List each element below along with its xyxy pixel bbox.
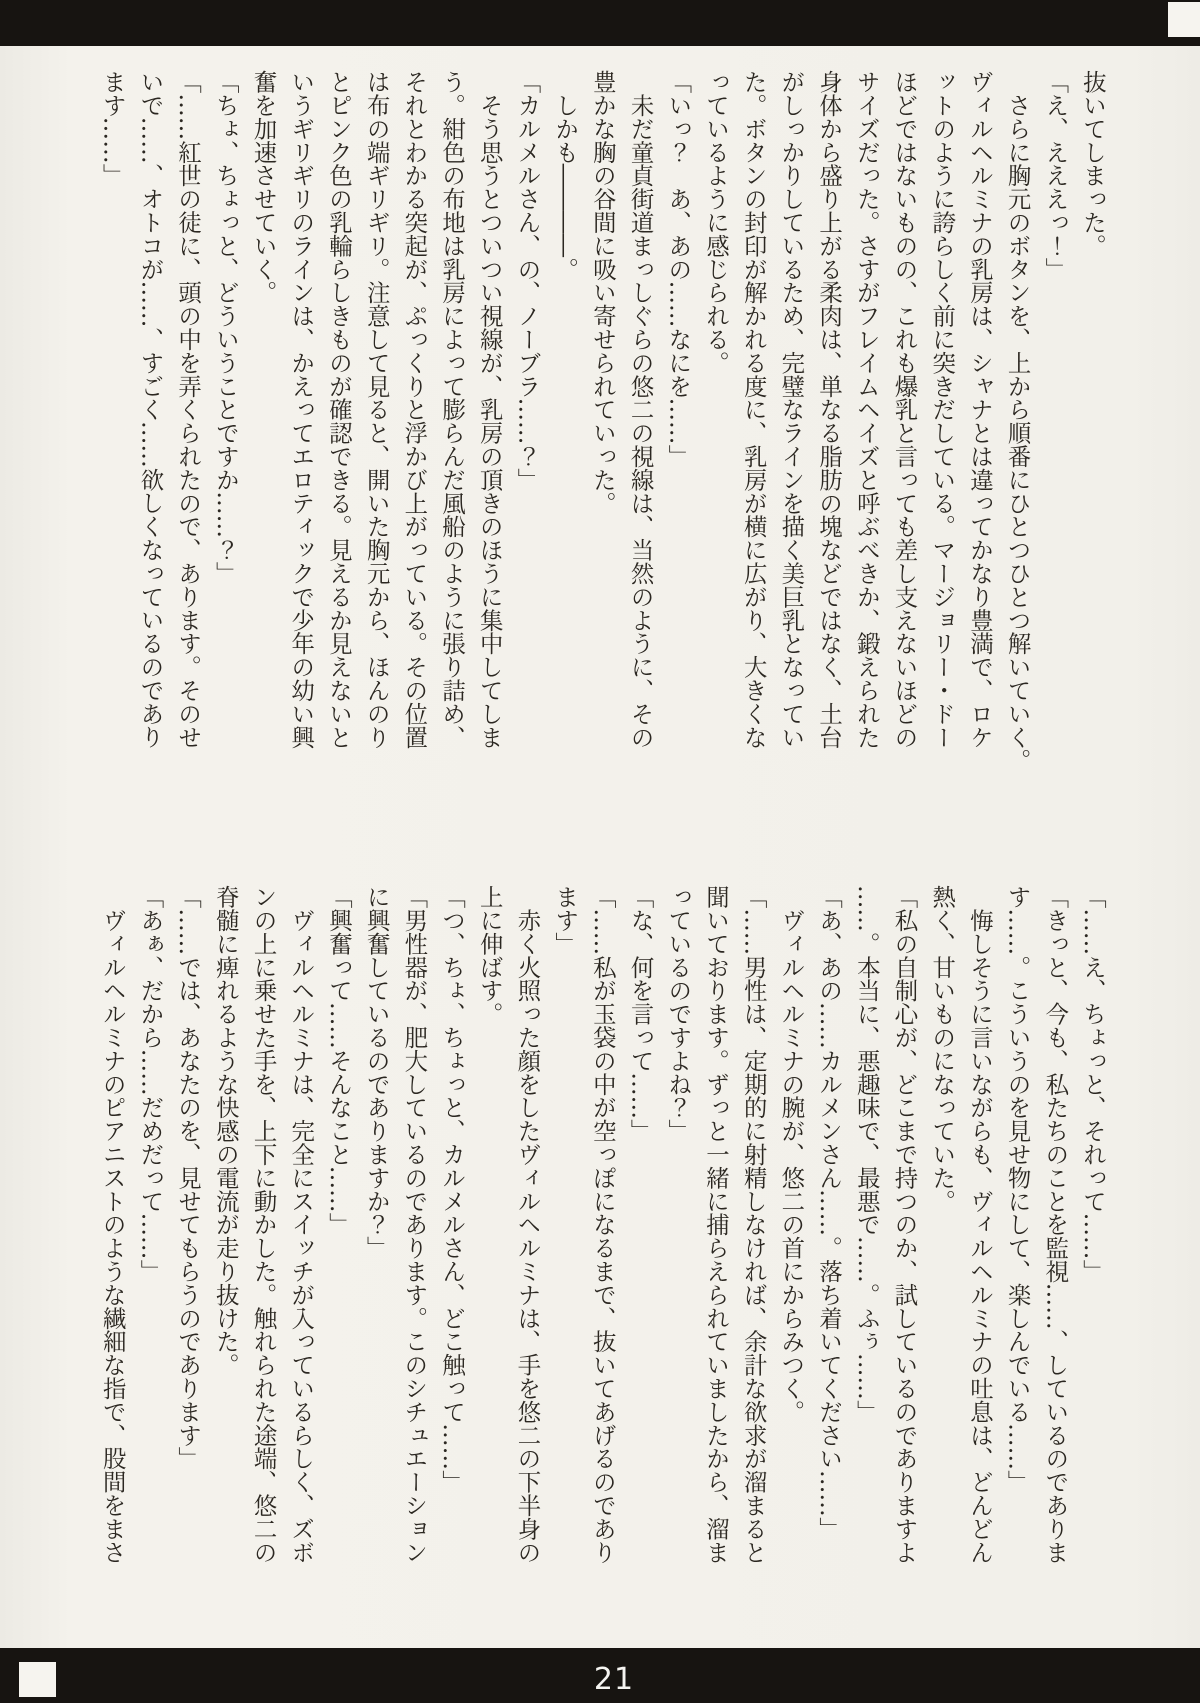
lower-text-block	[93, 885, 1111, 1593]
text-line: 「……紅世の徒に、頭の中を弄くられたので、あります。そのせ	[174, 70, 203, 749]
text-line: 「な、何を言って……」	[626, 885, 655, 1143]
text-line: 「いっ？ あ、あの……なにを……」	[664, 70, 693, 468]
text-line: 「……男性は、定期的に射精しなければ、余計な欲求が溜まると	[739, 885, 768, 1564]
text-line: ヴィルヘルミナの乳房は、シャナとは違ってかなり豊満で、ロケ	[965, 70, 994, 749]
text-line: 「つ、ちょ、ちょっと、カルメルさん、どこ触って……」	[438, 885, 467, 1494]
text-line: いで……、オトコが……、すごく……欲しくなっているのであり	[136, 70, 165, 749]
text-line: 「私の自制心が、どこまで持つのか、試しているのでありますよ	[890, 885, 919, 1564]
upper-text-block	[93, 70, 1111, 778]
text-line: いうギリギリのラインは、かえってエロティックで少年の幼い興	[287, 70, 316, 749]
text-line: がしっかりしているため、完璧なラインを描く美巨乳となってい	[777, 70, 806, 749]
text-line: ヴィルヘルミナの腕が、悠二の首にからみつく。	[777, 885, 806, 1424]
page-number: 21	[593, 1662, 635, 1697]
text-line: ……。本当に、悪趣味で、最悪で……。ふぅ……」	[852, 885, 881, 1424]
text-line: ンの上に乗せた手を、上下に動かした。触れられた途端、悠二の	[249, 885, 278, 1564]
text-line: 「カルメルさん、の、ノーブラ……？」	[513, 70, 542, 492]
text-line: 「……私が玉袋の中が空っぽになるまで、抜いてあげるのであり	[588, 885, 617, 1564]
text-line: 聞いております。ずっと一緒に捕らえられていましたから、溜ま	[701, 885, 730, 1564]
text-line: 脊髄に痺れるような快感の電流が走り抜けた。	[211, 885, 240, 1377]
text-line: 抜いてしまった。	[1079, 70, 1107, 258]
text-line: それとわかる突起が、ぷっくりと浮かび上がっている。その位置	[400, 70, 429, 749]
text-line: 「……え、ちょっと、それって……」	[1079, 885, 1107, 1283]
text-line: ます」	[551, 885, 580, 956]
text-line: 「あぁ、だから……だめだって……」	[136, 885, 165, 1283]
text-line: ほどではないものの、これも爆乳と言っても差し支えないほどの	[890, 70, 919, 749]
text-line: そう思うとついつい視線が、乳房の頂きのほうに集中してしま	[475, 70, 504, 749]
text-line: す……。こういうのを見せ物にして、楽しんでいる……」	[1003, 885, 1032, 1494]
text-line: さらに胸元のボタンを、上から順番にひとつひとつ解いていく。	[1003, 70, 1032, 772]
text-line: 奮を加速させていく。	[249, 70, 278, 304]
text-line: た。ボタンの封印が解かれる度に、乳房が横に広がり、大きくな	[739, 70, 768, 749]
text-line: 赤く火照った顔をしたヴィルヘルミナは、手を悠二の下半身の	[513, 885, 542, 1564]
top-right-corner-mark	[1168, 2, 1200, 37]
text-line: 身体から盛り上がる柔肉は、単なる脂肪の塊などではなく、土台	[815, 70, 844, 749]
text-line: は布の端ギリギリ。注意して見ると、開いた胸元から、ほんのり	[362, 70, 391, 749]
text-line: サイズだった。さすがフレイムヘイズと呼ぶべきか、鍛えられた	[852, 70, 881, 749]
text-line: ます……」	[98, 70, 127, 187]
text-line: ヴィルヘルミナは、完全にスイッチが入っているらしく、ズボ	[287, 885, 316, 1564]
text-line: 上に伸ばす。	[475, 885, 504, 1026]
text-line: 「きっと、今も、私たちのことを監視……、しているのでありま	[1041, 885, 1070, 1564]
bottom-border-bar	[0, 1648, 1200, 1703]
top-border-bar	[0, 0, 1200, 46]
text-line: う。紺色の布地は乳房によって膨らんだ風船のように張り詰め、	[438, 70, 467, 749]
text-line: っているように感じられる。	[701, 70, 730, 375]
text-line: 「男性器が、肥大しているのであります。このシチュエーション	[400, 885, 429, 1564]
text-line: 「え、えええっ！」	[1041, 70, 1070, 281]
text-line: 豊かな胸の谷間に吸い寄せられていった。	[588, 70, 617, 515]
text-line: 熱く、甘いものになっていた。	[928, 885, 957, 1213]
text-line: ットのように誇らしく前に突きだしている。マージョリー・ドー	[928, 70, 957, 749]
text-line: 「興奮って……そんなこと……」	[324, 885, 353, 1236]
text-line: 未だ童貞街道まっしぐらの悠二の視線は、当然のように、その	[626, 70, 655, 749]
text-line: ヴィルヘルミナのピアニストのような繊細な指で、股間をまさ	[98, 885, 127, 1564]
text-line: 「……では、あなたのを、見せてもらうのであります」	[174, 885, 203, 1470]
text-line: しかも――――。	[551, 70, 580, 281]
text-line: とピンク色の乳輪らしきものが確認できる。見えるか見えないと	[324, 70, 353, 749]
text-line: 「ちょ、ちょっと、どういうことですか……？」	[211, 70, 240, 585]
text-line: 悔しそうに言いながらも、ヴィルヘルミナの吐息は、どんどん	[965, 885, 994, 1564]
text-line: に興奮しているのでありますか？」	[362, 885, 391, 1260]
text-line: 「あ、あの……カルメンさん……。落ち着いてください……」	[815, 885, 844, 1541]
text-line: っているのですよね？」	[664, 885, 693, 1143]
